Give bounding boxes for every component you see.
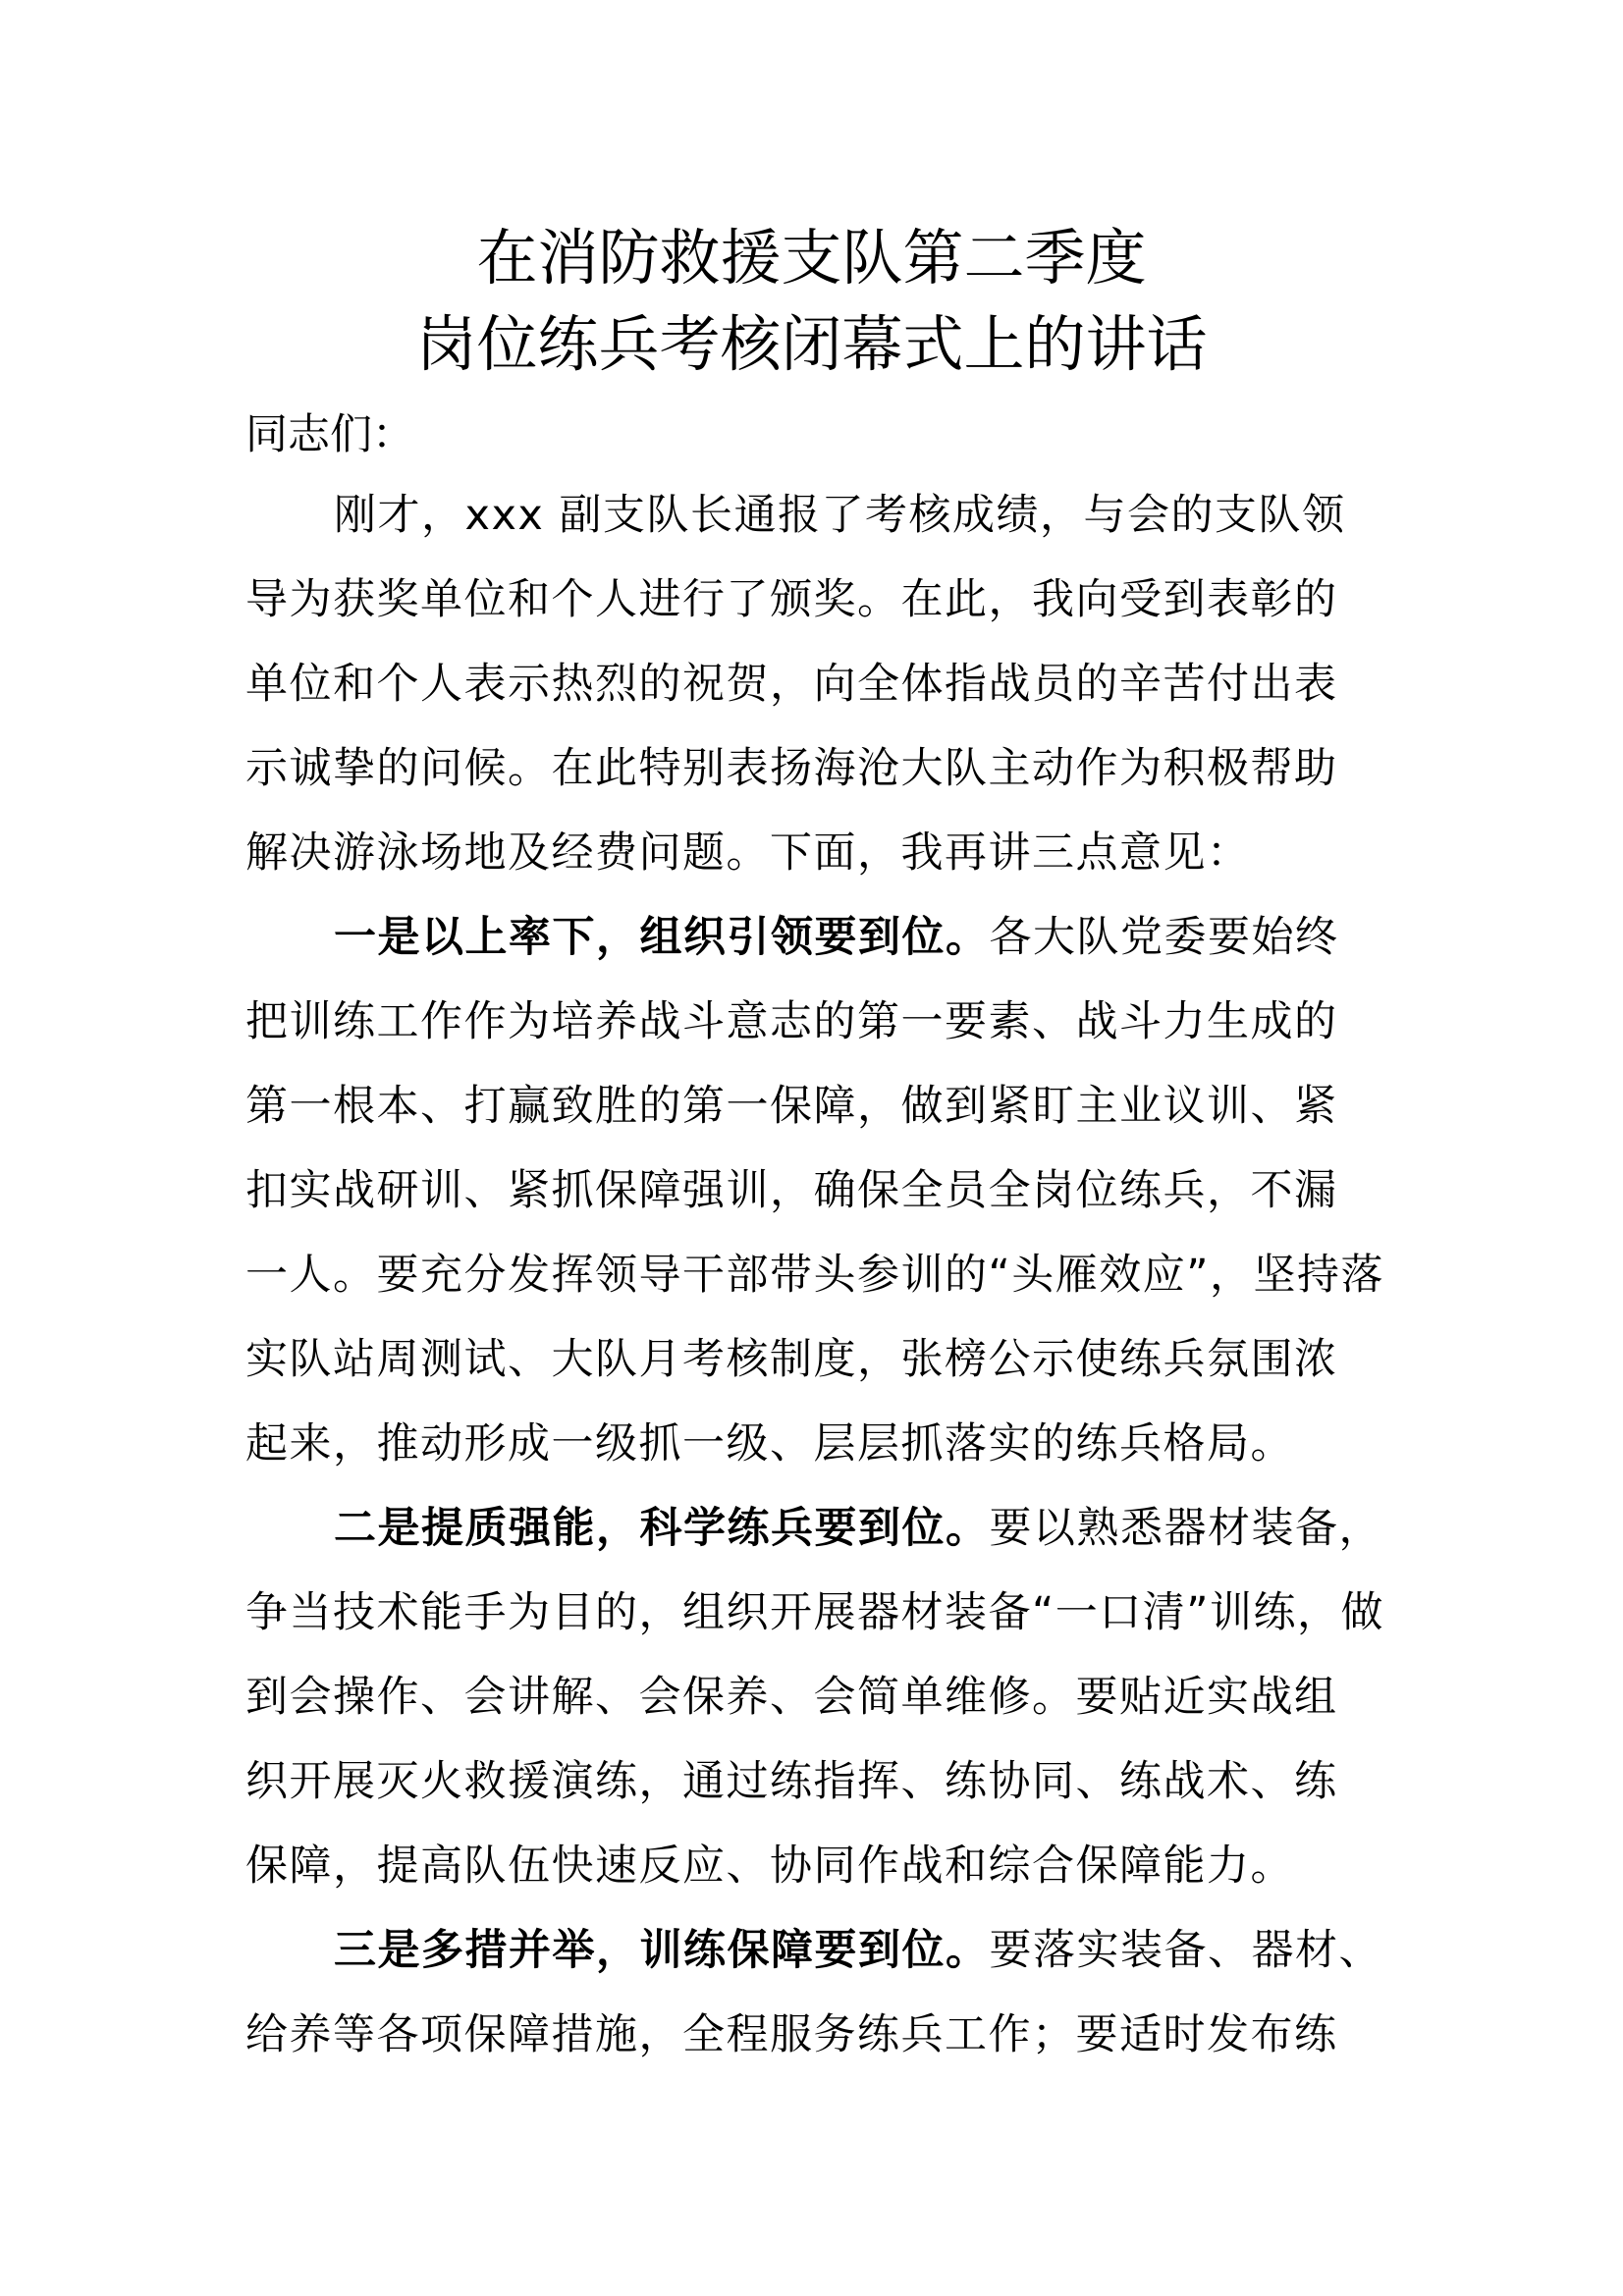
point1-lead: 一是以上率下，组织引领要到位。	[334, 913, 990, 962]
point2-first-rest: 要以熟悉器材装备，	[989, 1504, 1382, 1553]
title-line-1: 在消防救援支队第二季度	[476, 222, 1147, 294]
point2-first-line	[334, 1495, 1384, 1562]
point2-lead: 二是提质强能，科学练兵要到位。	[334, 1504, 990, 1553]
point1-line: 实队站周测试、大队月考核制度，张榜公示使练兵氛围浓	[245, 1335, 1338, 1384]
point3-lead: 三是多措并举，训练保障要到位。	[334, 1926, 990, 1975]
intro-line: 单位和个人表示热烈的祝贺，向全体指战员的辛苦付出表	[245, 660, 1338, 709]
point1-first-line	[334, 904, 1384, 971]
point1-line: 起来，推动形成一级抓一级、层层抓落实的练兵格局。	[245, 1419, 1294, 1468]
title-line-2: 岗位练兵考核闭幕式上的讲话	[415, 308, 1208, 380]
point1-line: 第一根本、打赢致胜的第一保障，做到紧盯主业议训、紧	[245, 1082, 1338, 1131]
point2-line: 织开展灭火救援演练，通过练指挥、练协同、练战术、练	[245, 1757, 1338, 1806]
point1-line: 把训练工作作为培养战斗意志的第一要素、战斗力生成的	[245, 997, 1338, 1046]
intro-line: 解决游泳场地及经费问题。下面，我再讲三点意见：	[245, 828, 1251, 878]
point3-first-line	[334, 1917, 1384, 1984]
point2-line: 争当技术能手为目的，组织开展器材装备“一口清”训练，做	[245, 1588, 1385, 1637]
salutation: 同志们：	[245, 410, 414, 459]
intro-line: 导为获奖单位和个人进行了颁奖。在此，我向受到表彰的	[245, 575, 1338, 624]
point1-line: 扣实战研训、紧抓保障强训，确保全员全岗位练兵，不漏	[245, 1166, 1338, 1215]
intro-line: 示诚挚的问候。在此特别表扬海沧大队主动作为积极帮助	[245, 744, 1338, 793]
point1-first-rest: 各大队党委要始终	[989, 913, 1339, 962]
point3-first-rest: 要落实装备、器材、	[989, 1926, 1382, 1975]
point3-line: 给养等各项保障措施，全程服务练兵工作；要适时发布练	[245, 2010, 1338, 2059]
point2-line: 到会操作、会讲解、会保养、会简单维修。要贴近实战组	[245, 1673, 1338, 1722]
intro-line: 刚才，xxx 副支队长通报了考核成绩，与会的支队领	[334, 491, 1346, 540]
point2-line: 保障，提高队伍快速反应、协同作战和综合保障能力。	[245, 1842, 1294, 1891]
point1-line: 一人。要充分发挥领导干部带头参训的“头雁效应”，坚持落	[245, 1251, 1385, 1300]
